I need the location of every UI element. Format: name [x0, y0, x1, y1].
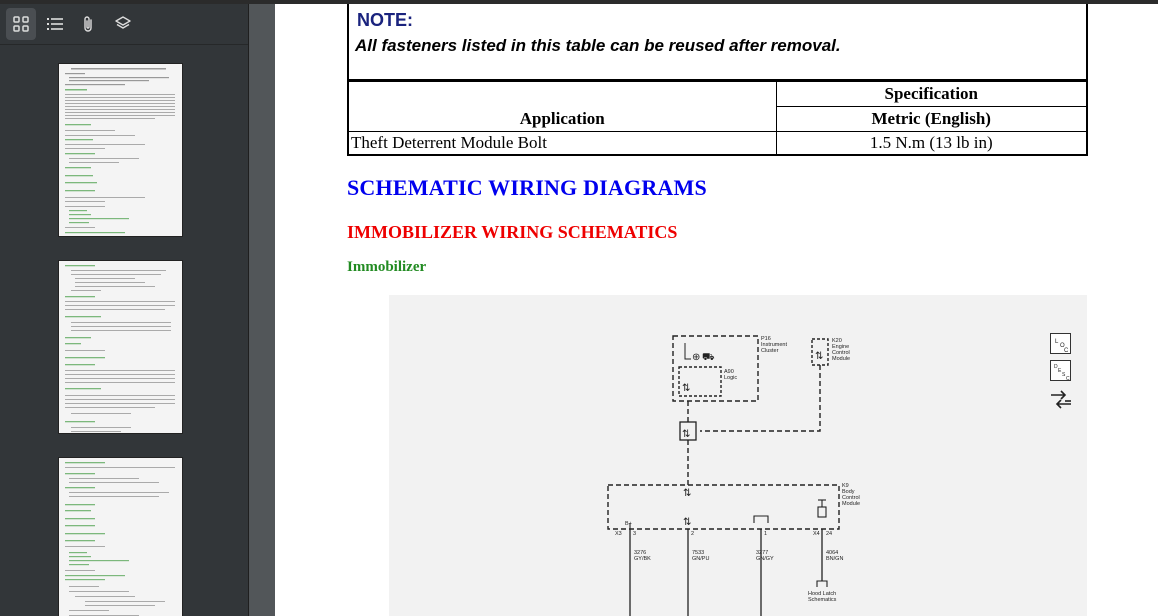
attachments-icon [80, 15, 98, 33]
page-thumbnail-2[interactable] [59, 261, 182, 433]
layers-icon [114, 15, 132, 33]
attachments-tab[interactable] [74, 8, 104, 40]
label-wire-4064: 4064 BN/GN [826, 550, 844, 562]
svg-text:E: E [1058, 368, 1062, 374]
label-hood-latch-schematics[interactable]: Hood Latch Schematics [808, 591, 837, 603]
label-a90: A90 Logic [724, 369, 738, 381]
note-box [347, 4, 1088, 81]
heading-schematic-wiring-diagrams: SCHEMATIC WIRING DIAGRAMS [347, 175, 707, 200]
label-wire-3276: 3276 GY/BK [634, 550, 651, 562]
thumbnails-icon [12, 15, 30, 33]
svg-text:⇅: ⇅ [683, 488, 692, 499]
svg-text:⇅: ⇅ [682, 429, 691, 440]
table-cell-application: Theft Deterrent Module Bolt [348, 131, 776, 155]
svg-text:⇅: ⇅ [683, 517, 692, 528]
label-pin-1: 1 [764, 531, 768, 537]
svg-text:C: C [1064, 348, 1069, 354]
connector-view-icon[interactable] [1049, 389, 1073, 411]
column-header-metric: Metric (English) [776, 106, 1087, 131]
label-x3: X3 [615, 531, 622, 537]
label-p16: P16 Instrument Cluster [761, 336, 787, 354]
table-row [348, 131, 1087, 155]
table-cell-metric: 1.5 N.m (13 lb in) [776, 131, 1087, 155]
heading-immobilizer: Immobilizer [347, 259, 427, 275]
label-k20: K20 Engine Control Module [832, 338, 851, 362]
label-x4: X4 [813, 531, 820, 537]
document-viewer[interactable] [250, 4, 1158, 616]
description-view-icon[interactable] [1050, 360, 1071, 381]
label-bplus: B+ [625, 521, 632, 527]
svg-text:⇅: ⇅ [682, 383, 691, 394]
label-wire-3277: 3277 GN/GY [756, 550, 774, 562]
page-thumbnail-content [59, 458, 182, 616]
svg-text:⛟: ⛟ [702, 352, 715, 363]
page-thumbnail-1[interactable] [59, 64, 182, 236]
connector-icon [1049, 389, 1073, 411]
note-text: All fasteners listed in this table can be reused after removal. [355, 36, 841, 55]
label-pin-2: 2 [691, 531, 695, 537]
label-wire-7533: 7533 GN/PU [692, 550, 710, 562]
location-view-icon[interactable] [1050, 333, 1071, 354]
svg-text:D: D [1054, 364, 1058, 370]
description-icon [1051, 361, 1072, 382]
location-icon [1051, 334, 1072, 355]
column-header-application: Application [348, 81, 776, 131]
page-thumbnail-content [59, 64, 182, 236]
svg-text:⇅: ⇅ [815, 351, 824, 362]
svg-text:L: L [1055, 339, 1059, 345]
heading-immobilizer-wiring-schematics: IMMOBILIZER WIRING SCHEMATICS [347, 222, 678, 242]
wiring-diagram-drawing [389, 295, 1087, 616]
document-page [275, 4, 1158, 616]
page-thumbnail-3[interactable] [59, 458, 182, 616]
layers-tab[interactable] [108, 8, 138, 40]
svg-text:C: C [1066, 376, 1070, 382]
page-thumbnail-content [59, 261, 182, 433]
sidebar-toolbar [0, 4, 248, 45]
sidebar [0, 4, 249, 616]
svg-text:S: S [1062, 372, 1066, 378]
svg-text:⊕: ⊕ [692, 352, 701, 363]
outline-tab[interactable] [40, 8, 70, 40]
label-k9: K9 Body Control Module [842, 483, 861, 507]
wiring-diagram [389, 295, 1087, 616]
note-title: NOTE: [357, 10, 413, 30]
torque-spec-table [347, 80, 1088, 156]
outline-icon [46, 15, 64, 33]
label-pin-3: 3 [633, 531, 637, 537]
svg-text:O: O [1060, 343, 1065, 349]
label-pin-24: 24 [826, 531, 833, 537]
column-header-specification: Specification [776, 81, 1087, 106]
thumbnails-tab[interactable] [6, 8, 36, 40]
